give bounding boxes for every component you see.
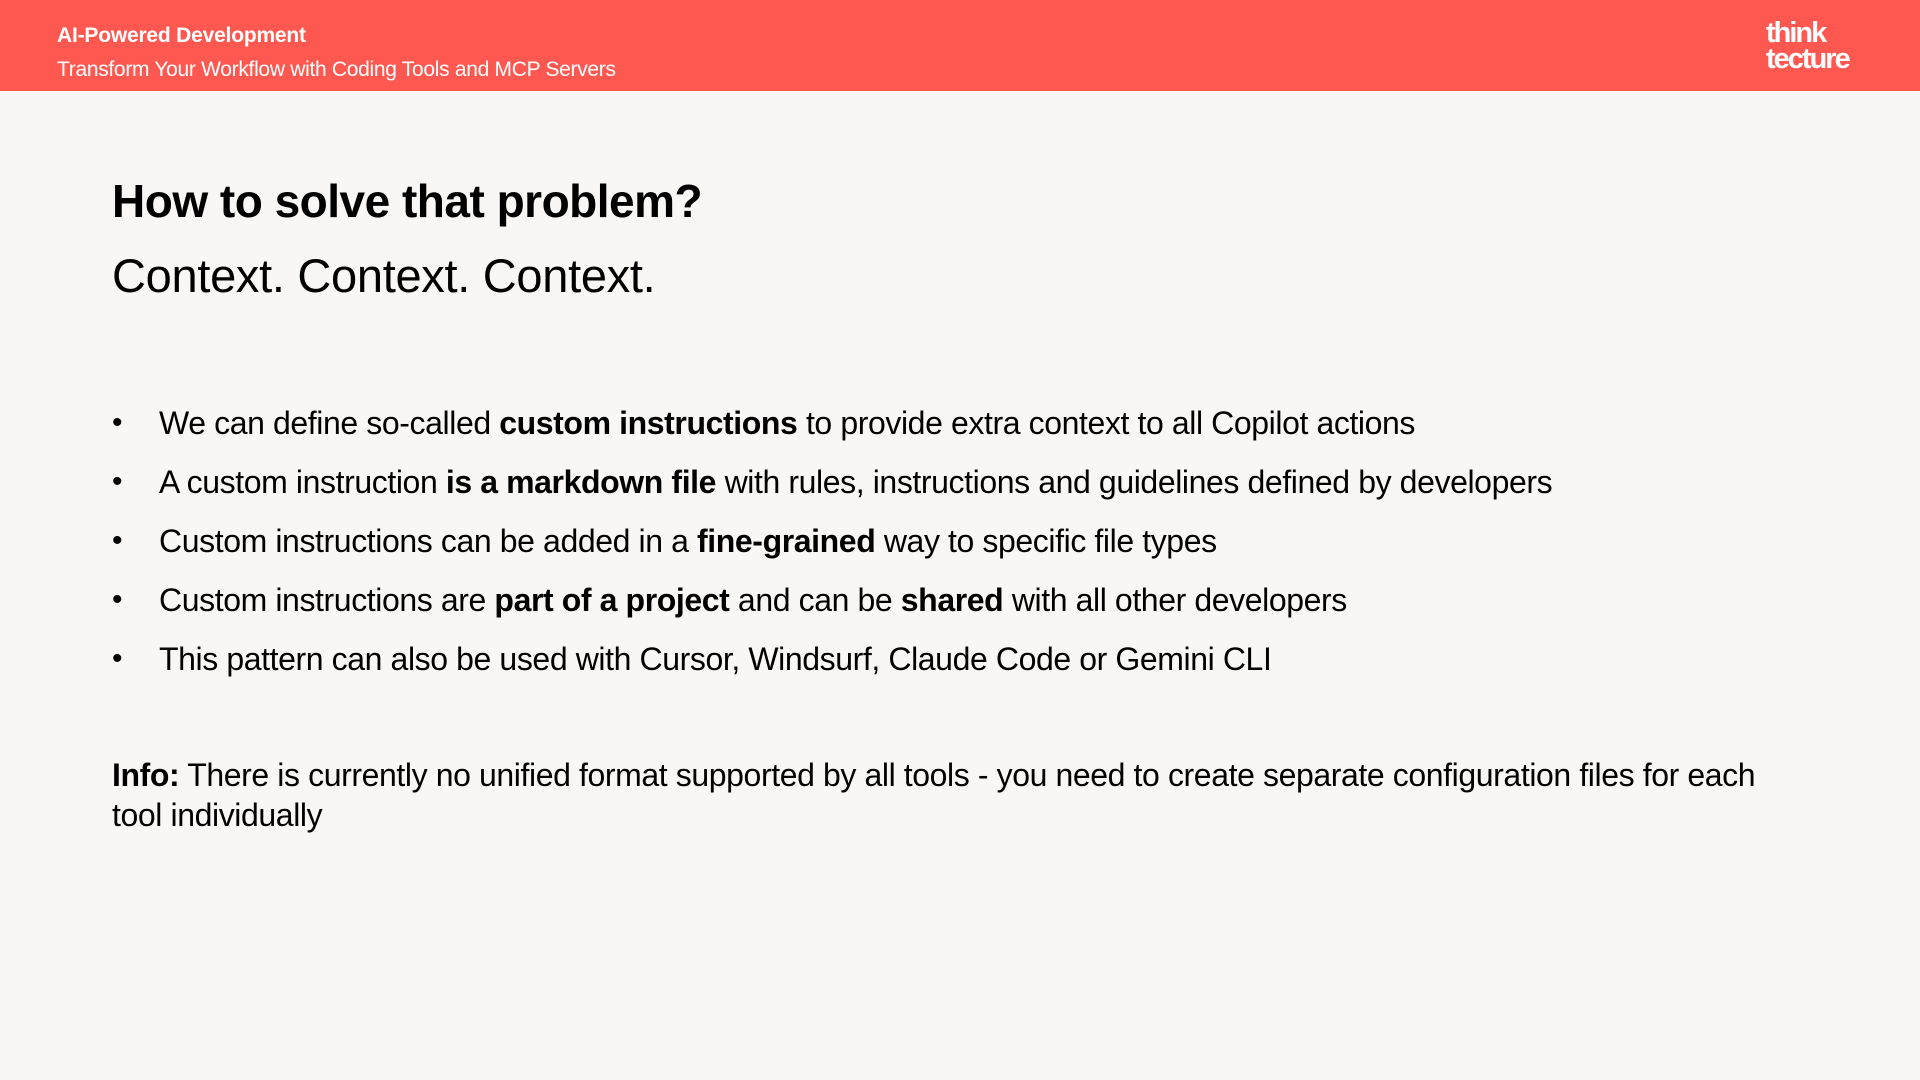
presentation-subtitle: Transform Your Workflow with Coding Tools and MCP Servers xyxy=(57,58,616,81)
slide-subtitle: Context. Context. Context. xyxy=(112,249,656,302)
bullet-icon: • xyxy=(112,406,123,439)
bullet-item xyxy=(112,518,1832,577)
bullet-icon: • xyxy=(112,583,123,616)
header-bar xyxy=(0,0,1920,91)
bullet-icon: • xyxy=(112,524,123,557)
bullet-text: Custom instructions can be added in a xyxy=(159,523,698,559)
info-label: Info: xyxy=(112,757,180,793)
bullet-text: to provide extra context to all Copilot actions xyxy=(797,405,1416,441)
bullet-item xyxy=(112,459,1832,518)
thinktecture-logo xyxy=(1766,17,1856,75)
bullet-emphasis: fine-grained xyxy=(697,523,876,559)
bullet-emphasis: is a markdown file xyxy=(445,464,717,500)
logo-line-2: tecture xyxy=(1766,43,1849,75)
info-note xyxy=(112,755,1812,835)
bullet-emphasis: custom instructions xyxy=(499,405,798,441)
bullet-text: way to specific file types xyxy=(875,523,1217,559)
bullet-text: We can define so-called xyxy=(159,405,500,441)
bullet-emphasis: part of a project xyxy=(494,582,730,618)
bullet-text: Custom instructions are xyxy=(159,582,495,618)
bullet-text: with all other developers xyxy=(1003,582,1347,618)
bullet-item xyxy=(112,636,1832,695)
bullet-item xyxy=(112,400,1832,459)
bullet-emphasis: shared xyxy=(900,582,1004,618)
presentation-title: AI-Powered Development xyxy=(57,24,306,47)
bullet-text: with rules, instructions and guidelines defined by developers xyxy=(716,464,1553,500)
slide-title: How to solve that problem? xyxy=(112,175,703,227)
bullet-icon: • xyxy=(112,642,123,675)
logo-line-1: think xyxy=(1766,17,1826,49)
bullet-text: and can be xyxy=(729,582,901,618)
info-text: There is currently no unified format supported by all tools - you need to create separate configuration files for each tool individually xyxy=(112,757,1756,833)
bullet-text: This pattern can also be used with Cursor, Windsurf, Claude Code or Gemini CLI xyxy=(159,641,1272,677)
bullet-text: A custom instruction xyxy=(159,464,446,500)
bullet-icon: • xyxy=(112,465,123,498)
bullet-item xyxy=(112,577,1832,636)
bullet-list xyxy=(112,400,1832,695)
